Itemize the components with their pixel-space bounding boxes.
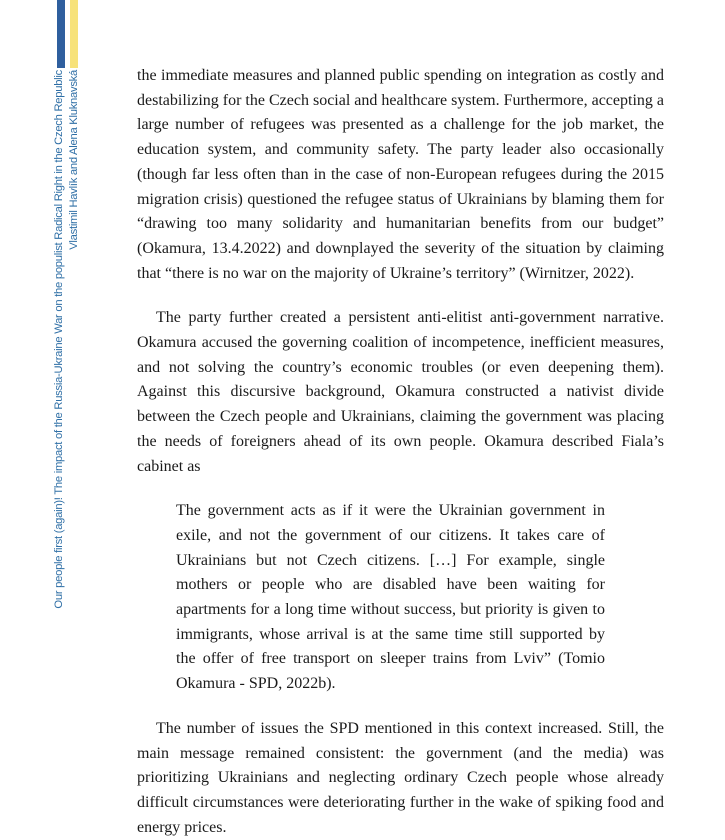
running-header: [52, 70, 86, 610]
block-quote: The government acts as if it were the Ukrainian government in exile, and not the government of our citizens. It takes care of Ukrainians but not Czech citizens. […] For example, single mothers or people who are disabled have been waiting for apartments for a long time without success, but priority is given to immigrants, whose arrival is at the same time still supported by the offer of free transport on sleeper trains from Lviv” (Tomio Okamura - SPD, 2022b).: [176, 502, 605, 693]
running-header-authors: Vlastimil Havlík and Alena Kluknavská: [68, 70, 80, 250]
flag-stripe-yellow: [70, 0, 78, 68]
page-body: [137, 64, 664, 840]
paragraph-2: The party further created a persistent anti-elitist anti-government narrative. Okamura accused the governing coalition of incompetence, inefficient measures, and not solving the country’s economic troubles (or even deepening them). Against this discursive background, Okamura constructed a nativist divide between the Czech people and Ukrainians, claiming the government was placing the needs of foreigners ahead of its own people. Okamura described Fiala’s cabinet as: [137, 309, 664, 475]
paragraph-3: The number of issues the SPD mentioned in this context increased. Still, the main message remained consistent: the government (and the media) was prioritizing Ukrainians and neglecting ordinary Czech people whose already difficult circumstances were deteriorating further in the wake of spiking food and energy prices.: [137, 719, 664, 836]
flag-stripe-blue: [57, 0, 65, 68]
running-header-title: Our people first (again)! The impact of the Russia-Ukraine War on the populist Radical Right in the Czech Republic: [53, 70, 65, 609]
paragraph-1: the immediate measures and planned public spending on integration as costly and destabilizing for the Czech social and healthcare system. Furthermore, accepting a large number of refugees was presented as a challenge for the job market, the education system, and community safety. The party leader also occasionally (though far less often than in the case of non-European refugees during the 2015 migration crisis) questioned the refugee status of Ukrainians by blaming them for “drawing too many solidarity and humanitarian benefits from our budget” (Okamura, 13.4.2022) and downplayed the severity of the situation by claiming that “there is no war on the majority of Ukraine’s territory” (Wirnitzer, 2022).: [137, 67, 664, 282]
